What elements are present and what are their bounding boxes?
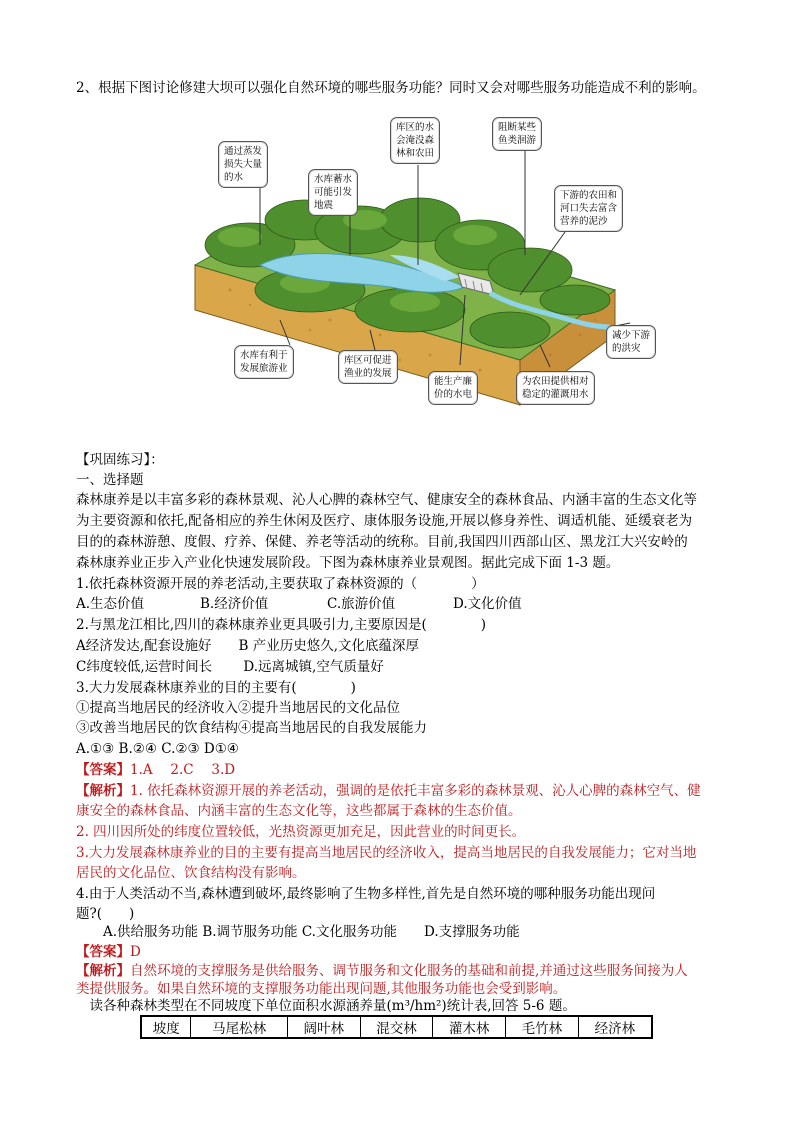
table-header: 毛竹林	[506, 1016, 579, 1038]
table-header: 灌木林	[433, 1016, 506, 1038]
question-4-line-2: 题?( )	[76, 906, 135, 922]
callout-flooding-forest: 库区的水 会淹没森 林和农田	[390, 117, 440, 164]
callout-fishery: 库区可促进 渔业的发展	[338, 350, 398, 384]
analysis-line-1	[76, 781, 701, 801]
callout-flood-control: 减少下游 的洪灾	[606, 325, 656, 359]
q2-options-ab: A经济发达,配套设施好 B 产业历史悠久,文化底蕴深厚	[76, 638, 420, 654]
water-conservation-table	[140, 1015, 653, 1039]
answer-1-3	[76, 760, 235, 780]
question-4-line-1: 4.由于人类活动不当,森林遭到破坏,最终影响了生物多样性,首先是自然环境的哪种服务功能出现问	[76, 886, 656, 902]
section-title: 【巩固练习】：	[76, 452, 164, 468]
table-header: 经济林	[578, 1016, 652, 1038]
answer-4-label: 【答案】	[76, 944, 130, 960]
callout-tourism: 水库有利于 发展旅游业	[234, 345, 294, 379]
answer-4-value: D	[130, 944, 141, 960]
callout-hydropower: 能生产廉 价的水电	[428, 371, 478, 405]
q1-option-d: D.文化价值	[453, 596, 522, 612]
callout-sediment: 下游的农田和 河口失去富含 营养的泥沙	[554, 185, 623, 232]
analysis-text-1: 1. 依托森林资源开展的养老活动，强调的是依托丰富多彩的森林景观、沁人心脾的森林空气、健	[130, 783, 701, 799]
q3-options: A.①③ B.②④ C.②③ D①④	[76, 741, 239, 757]
passage-line-3: 目的的森林游憩、度假、疗养、保健、养老等活动的统称。目前,我国四川西部山区、黑龙江大兴安岭的	[76, 534, 688, 550]
passage-line-1: 森林康养是以丰富多彩的森林景观、沁人心脾的森林空气、健康安全的森林食品、内涵丰富的生态文化等	[76, 492, 697, 508]
question-1: 1.依托森林资源开展的养老活动,主要获取了森林资源的（ ）	[76, 576, 485, 592]
analysis-line-5: 居民的文化品位、饮食结构没有影响。	[76, 865, 306, 881]
analysis-4-label: 【解析】	[76, 963, 130, 979]
analysis-4-line-1	[76, 961, 688, 981]
q3-statement-2: ③改善当地居民的饮食结构④提高当地居民的自我发展能力	[76, 720, 427, 736]
question-2-forest: 2.与黑龙江相比,四川的森林康养业更具吸引力,主要原因是( )	[76, 617, 486, 633]
passage-line-2: 为主要资源和依托,配备相应的养生休闲及医疗、康体服务设施,开展以修身养性、调适机能、延缓衰老为	[76, 513, 693, 529]
analysis-line-3: 2. 四川因所处的纬度位置较低，光热资源更加充足，因此营业的时间更长。	[76, 824, 526, 840]
q4-options: A.供给服务功能 B.调节服务功能 C.文化服务功能 D.支撑服务功能	[76, 924, 520, 940]
answer-label: 【答案】	[76, 762, 130, 778]
table-header: 马尾松林	[191, 1016, 287, 1038]
analysis-line-2: 康安全的森林食品、内涵丰富的生态文化等，这些都属于森林的生态价值。	[76, 803, 522, 819]
question-3: 3.大力发展森林康养业的目的主要有( )	[76, 680, 356, 696]
read-instruction: 读各种森林类型在不同坡度下单位面积水源涵养量(m³/hm²)统计表,回答 5-6 题。	[76, 998, 576, 1014]
analysis-4-text-1: 自然环境的支撑服务是供给服务、调节服务和文化服务的基础和前提,并通过这些服务间接为人	[130, 963, 688, 979]
q2-options-cd: C纬度较低,运营时间长 D.远离城镇,空气质量好	[76, 659, 384, 675]
q1-option-a: A.生态价值	[76, 596, 145, 612]
table-header-row	[141, 1016, 652, 1038]
callout-irrigation: 为农田提供相对 稳定的灌溉用水	[516, 371, 595, 405]
callout-earthquake: 水库蓄水 可能引发 地震	[308, 169, 358, 216]
table-header: 坡度	[141, 1016, 191, 1038]
answer-values: 1.A 2.C 3.D	[130, 762, 236, 778]
question-2: 2、根据下图讨论修建大坝可以强化自然环境的哪些服务功能？同时又会对哪些服务功能造成不利的影响。	[76, 80, 706, 96]
answer-4	[76, 942, 141, 962]
section-sub: 一、选择题	[76, 472, 144, 488]
callout-evaporation: 通过蒸发 损失大量 的水	[218, 141, 268, 188]
q1-option-b: B.经济价值	[200, 596, 269, 612]
analysis-label: 【解析】	[76, 783, 130, 799]
passage-line-4: 森林康养业正步入产业化快速发展阶段。下图为森林康养业景观图。据此完成下面 1-3 题。	[76, 555, 620, 571]
callout-fish-migration: 阻断某些 鱼类洄游	[492, 117, 542, 151]
table-header: 混交林	[360, 1016, 433, 1038]
table-header: 阔叶林	[287, 1016, 360, 1038]
dam-diagram	[190, 105, 650, 415]
q1-option-c: C.旅游价值	[327, 596, 396, 612]
analysis-4-line-2: 类提供服务。如果自然环境的支撑服务功能出现问题,其他服务功能也会受到影响。	[76, 981, 567, 997]
q3-statement-1: ①提高当地居民的经济收入②提升当地居民的文化品位	[76, 700, 400, 716]
analysis-line-4: 3.大力发展森林康养业的目的主要有提高当地居民的经济收入，提高当地居民的自我发展能力；它对当地	[76, 845, 697, 861]
